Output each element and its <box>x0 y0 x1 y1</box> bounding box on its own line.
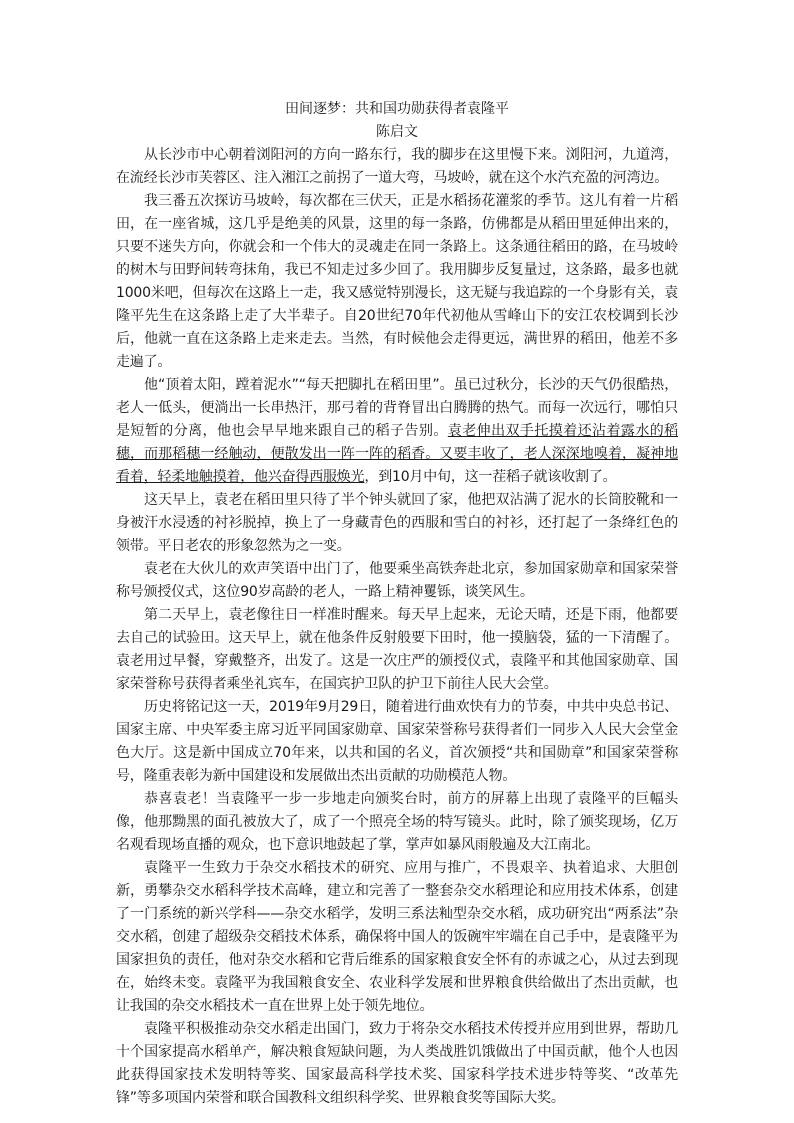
author-name: 陈启文 <box>376 124 418 140</box>
underlined-passage: 袁老伸出双手托摸着还沾着露水的稻穗，而那稻穗一经触动，便散发出一阵一阵的稻香。又要丰收了，老人深深地嗅着，凝神地看着，轻柔地触摸着，他兴奋得西服焕光 <box>116 423 678 485</box>
paragraph-1: 从长沙市中心朝着浏阳河的方向一路东行，我的脚步在这里慢下来。浏阳河，九道湾，在流经长沙市芙蓉区、注入湘江之前拐了一道大弯，马坡岭，就在这个水汽充盈的河湾边。 <box>116 147 678 186</box>
paragraph-5: 袁老在大伙儿的欢声笑语中出门了，他要乘坐高铁奔赴北京，参加国家勋章和国家荣誉称号颁授仪式，这位90岁高龄的老人，一路上精神矍铄，谈笑风生。 <box>116 561 678 600</box>
paragraph-7: 历史将铭记这一天，2019年9月29日，随着进行曲欢快有力的节奏，中共中央总书记、国家主席、中央军委主席习近平同国家勋章、国家荣誉称号获得者们一同步入人民大会堂金色大厅。这是新中国成立70年来，以共和国的名义，首次颁授“共和国勋章”和国家荣誉称号，隆重表彰为新中国建设和发展做出杰出贡献的功勋模范人物。 <box>116 699 678 784</box>
document-page <box>116 98 678 1110</box>
document-title: 田间逐梦：共和国功勋获得者袁隆平 <box>285 101 509 117</box>
paragraph-3 <box>116 374 678 489</box>
paragraph-6: 第二天早上，袁老像往日一样准时醒来。每天早上起来，无论天晴，还是下雨，他都要去自己的试验田。这天早上，就在他条件反射般要下田时，他一摸脑袋，猛的一下清醒了。袁老用过早餐，穿戴整齐，出发了。这是一次庄严的颁授仪式，袁隆平和其他国家勋章、国家荣誉称号获得者乘坐礼宾车，在国宾护卫队的护卫下前往人民大会堂。 <box>116 607 678 692</box>
paragraph-4: 这天早上，袁老在稻田里只待了半个钟头就回了家，他把双沾满了泥水的长筒胶靴和一身被汗水浸透的衬衫脱掉，换上了一身藏青色的西服和雪白的衬衫，还打起了一条绛红色的领带。平日老农的形象忽然为之一变。 <box>116 492 678 554</box>
paragraph-3-text-before: 他“顶着太阳，蹚着泥水”“每天把脚扎在稻田里”。虽已过秋分，长沙的天气仍很酷热，老人一低头，便淌出一长串热汗，那弓着的背脊冒出白腾腾的热气。而每一次远行，哪怕只是短暂的分离，他也会早早地来跟自己的稻子告别。 <box>116 377 678 439</box>
paragraph-10: 袁隆平积极推动杂交水稻走出国门，致力于将杂交水稻技术传授并应用到世界，帮助几十个国家提高水稻单产，解决粮食短缺问题，为人类战胜饥饿做出了中国贡献，他个人也因此获得国家技术发明特等奖、国家最高科学技术奖、国家科学技术进步特等奖、“改革先锋”等多项国内荣誉和联合国教科文组织科学奖、世界粮食奖等国际大奖。 <box>116 1021 678 1106</box>
paragraph-8: 恭喜袁老！当袁隆平一步一步地走向颁奖台时，前方的屏幕上出现了袁隆平的巨幅头像，他那黝黑的面孔被放大了，成了一个照亮全场的特写镜头。此时，除了颁奖现场，亿万名观看现场直播的观众，也下意识地鼓起了掌，掌声如暴风雨般遍及大江南北。 <box>116 791 678 853</box>
paragraph-2: 我三番五次探访马坡岭，每次都在三伏天，正是水稻扬花灌浆的季节。这儿有着一片稻田，在一座省城，这几乎是绝美的风景，这里的每一条路，仿佛都是从稻田里延伸出来的，只要不迷失方向，你就会和一个伟大的灵魂走在同一条路上。这条通往稻田的路，在马坡岭的树木与田野间转弯抹角，我已不知走过多少回了。我用脚步反复量过，这条路，最多也就1000米吧，但每次在这路上一走，我又感觉特别漫长，这无疑与我追踪的一个身影有关，袁隆平先生在这条路上走了大半辈子。自20世纪70年代初他从雪峰山下的安江农校调到长沙后，他就一直在这条路上走来走去。当然，有时候他会走得更远，满世界的稻田，他差不多走遍了。 <box>116 193 678 370</box>
paragraph-3-text-after: ，到10月中旬，这一茬稻子就该收割了。 <box>364 469 617 485</box>
paragraph-9: 袁隆平一生致力于杂交水稻技术的研究、应用与推广，不畏艰辛、执着追求、大胆创新，勇攀杂交水稻科学技术高峰，建立和完善了一整套杂交水稻理论和应用技术体系，创建了一门系统的新兴学科——杂交水稻学，发明三系法籼型杂交水稻，成功研究出“两系法”杂交水稻，创建了超级杂交稻技术体系，确保将中国人的饭碗牢牢端在自己手中，是袁隆平为国家担负的责任，他对杂交水稻和它背后维系的国家粮食安全怀有的赤诚之心，从过去到现在，始终未变。袁隆平为我国粮食安全、农业科学发展和世界粮食供给做出了杰出贡献，也让我国的杂交水稻技术一直在世界上处于领先地位。 <box>116 860 678 1014</box>
